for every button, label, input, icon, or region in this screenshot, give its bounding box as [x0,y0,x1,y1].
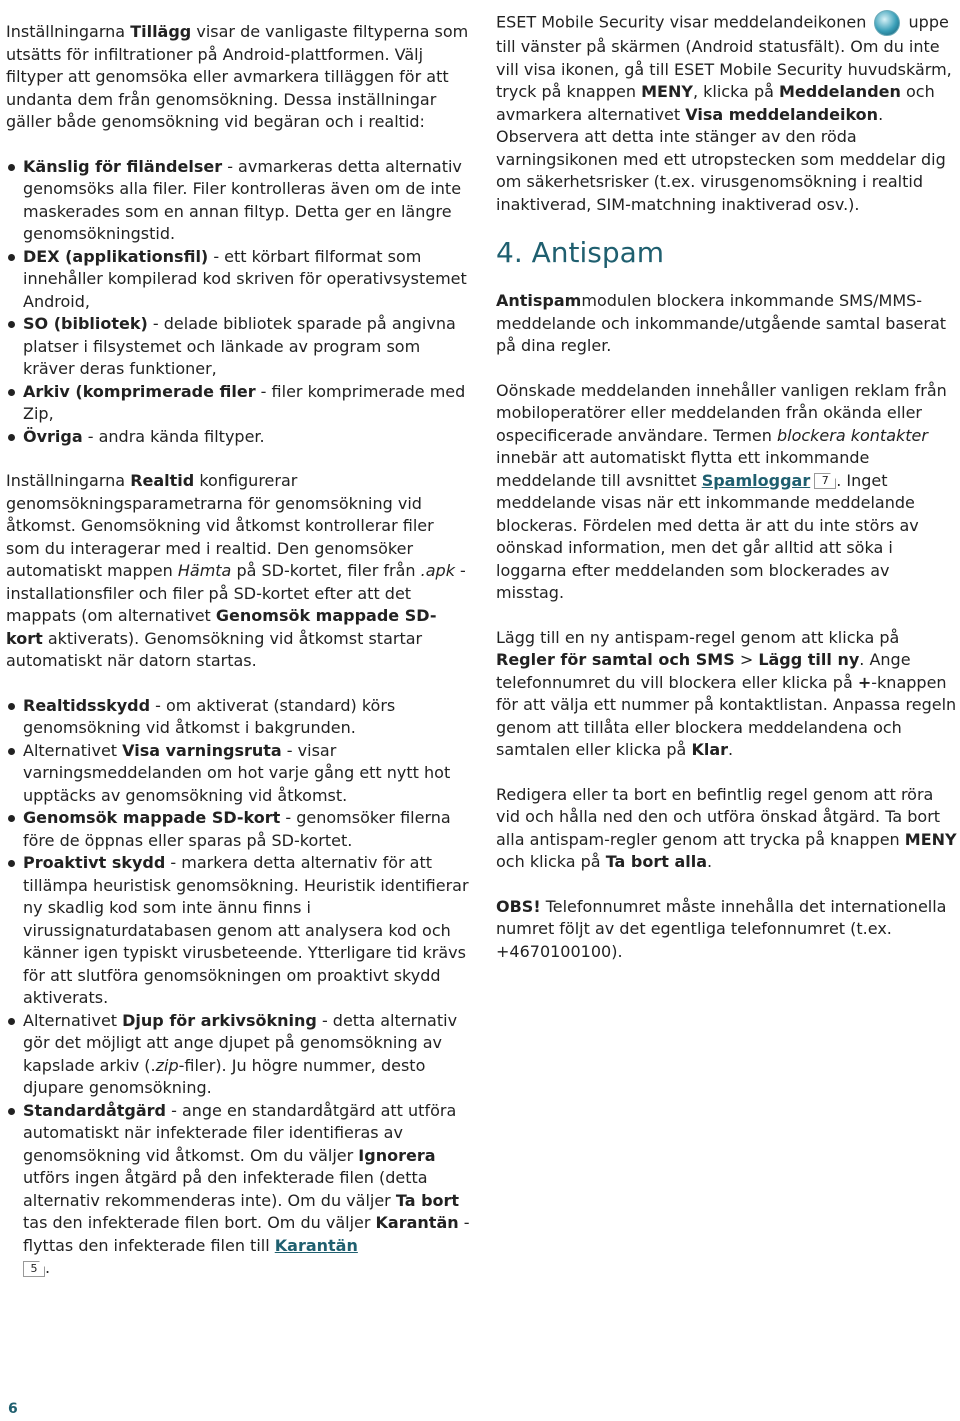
list-item [6,695,472,740]
filetypes-intro [6,21,472,134]
eset-notification-icon [874,10,900,36]
text: . Ange telefonnumret du vill blockera eller klicka på [496,650,911,692]
text: - ett körbart filformat som innehåller kompilerad kod skriven för operativsystemet Android, [23,246,467,311]
text: -installationsfiler och filer på SD-kortet efter att det mappats (om alternativet [6,561,466,625]
term: Visa meddelandeikon [685,104,879,124]
term: MENY [904,829,957,849]
text: - delade bibliotek sparade på angivna platser i filsystemet och länkade av program som kräver deras funktioner, [23,314,456,378]
text: - filer komprimerade med Zip, [23,381,466,423]
text: > [734,650,759,669]
term: Antispam [496,291,582,310]
text: Alternativet [23,1010,123,1030]
page-reference-icon[interactable] [814,473,836,489]
text: och avmarkera alternativet [496,82,935,124]
text: - andra kända filtyper. [82,426,265,446]
list-item [6,313,472,381]
text: visar de vanligaste filtyperna som utsätts för infiltrationer på Android-plattformen. Välj filtyper att genomsöka eller avmarkera tilläggen för att undanta dem från genomsökning. Dessa inställningar gäller både genomsökning vid begäran och i realtid: [6,22,469,131]
term: Meddelanden [778,82,901,101]
text: - visar varningsmeddelanden om hot varje gång ett nytt hot upptäcks av genomsökning vid åtkomst. [23,740,451,805]
spamloggar-link[interactable]: Spamloggar [701,470,811,490]
term: Arkiv (komprimerade filer [23,381,256,401]
text: konfigurerar genomsökningsparametrarna för genomsökning vid åtkomst. Genomsökning vid åtkomst kontrollerar filer som du interagerar med i realtid. Den genomsöker automatiskt mappen [6,471,434,580]
list-item [6,381,472,426]
term: Övriga [23,426,83,446]
term: Realtidsskydd [23,695,151,715]
text: . [707,852,713,871]
text: på SD-kortet, filer från [231,561,421,580]
term: Genomsök mappade SD-kort [23,808,281,827]
text: - ange en standardåtgärd att utföra automatiskt när infekterade filer identifieras av genomsökning vid åtkomst. Om du väljer [23,1100,457,1165]
term: Djup för arkivsökning [122,1010,317,1030]
list-item [6,156,472,246]
realtime-options-list [6,695,472,1280]
section-heading: 4. Antispam [496,236,665,269]
text: , klicka på [692,82,779,101]
text: Lägg till en ny antispam-regel genom att klicka på [496,627,900,647]
term: Ignorera [358,1145,436,1165]
term: Genomsök mappade SD-kort [6,606,437,648]
text: - detta alternativ gör det möjligt att ange djupet på genomsökning av kapslade arkiv (. [23,1010,458,1075]
term: MENY [641,82,693,101]
text: -filer). Ju högre nummer, desto djupare genomsökning. [23,1055,426,1097]
term: Ta bort [395,1190,460,1210]
text: - genomsöker filerna före de öppnas eller sparas på SD-kortet. [23,808,451,850]
page-ref-number: 5 [30,1261,38,1275]
text: tas den infekterade filen bort. Om du väljer [23,1213,376,1232]
notification-paragraph [496,10,960,216]
edit-rule-paragraph [496,784,960,874]
term: Visa varningsruta [122,740,282,760]
right-column [496,10,960,963]
text: - markera detta alternativ för att tillämpa heuristisk genomsökning. Heuristik identifierar ny skadlig kod som inte ännu finns i virussignaturdatabasen genom att analysera kod och känner igen typiskt virusbeteende. Ytterligare tid krävs för att slutföra genomsökningen om proaktivt skydd aktiverats. [23,853,469,1007]
text: ESET Mobile Security visar meddelandeikonen [496,12,872,32]
text: . Inget meddelande visas när ett inkommande meddelande blockeras. Fördelen med detta är att du inte störs av oönskad information, men det går alltid att söka i loggarna efter meddelanden som blockerades av misstag. [496,470,919,602]
term: Regler för samtal och SMS [496,650,735,669]
list-item [6,426,472,449]
text: uppe till vänster på skärmen (Android statusfält). Om du inte vill visa ikonen, gå till ESET Mobile Security huvudskärm, tryck på knappen [496,12,952,101]
file-extension: .apk [420,561,455,580]
text: Inställningarna [6,22,131,41]
text: - flyttas den infekterade filen till [23,1213,470,1255]
text: -knappen för att välja ett nummer på kontaktlistan. Anpassa regeln genom att tillåta eller blockera meddelandena och samtalen eller klicka på [496,672,957,759]
text: . [728,740,734,759]
term: OBS! [496,896,541,916]
text: Telefonnumret måste innehålla det internationella numret följt av det egentliga telefonnumret (t.ex. +4670100100). [496,896,947,961]
file-extension: zip [155,1055,179,1075]
term: DEX (applikationsfil) [23,246,209,266]
page-number: 6 [8,1401,18,1417]
term-italic: blockera kontakter [776,425,928,445]
term-tillagg: Tillägg [130,22,192,41]
term: Standardåtgärd [23,1100,166,1120]
page-reference-icon[interactable] [23,1261,45,1277]
list-item [6,1100,472,1280]
text: Redigera eller ta bort en befintlig regel genom att röra vid och hålla ned den och utföra önskad åtgärd. Ta bort alla antispam-regler genom att trycka på knappen [496,784,941,849]
text: och klicka på [496,852,606,871]
term: Proaktivt skydd [23,853,166,872]
karantan-link[interactable]: Karantän [274,1235,358,1255]
list-item [6,246,472,314]
text: innebär att automatiskt flytta ett inkommande meddelande till avsnittet [496,448,870,490]
term: + [857,672,872,692]
text: Inställningarna [6,471,131,490]
text: modulen blockera inkommande SMS/MMS-meddelande och inkommande/utgående samtal baserat på dina regler. [496,291,947,355]
term: Karantän [375,1213,459,1232]
add-rule-paragraph [496,627,960,762]
term-realtid: Realtid [130,471,195,490]
term: SO (bibliotek) [23,314,148,333]
text: . [45,1258,51,1277]
folder-name: Hämta [177,561,232,580]
list-item [6,807,472,852]
text: utförs ingen åtgärd på den infekterade filen (detta alternativ rekommenderas inte). Om du väljer [23,1168,428,1210]
text: Alternativet [23,740,123,760]
term: Klar [691,740,729,759]
realtime-intro [6,470,472,673]
unwanted-messages-paragraph [496,380,960,605]
page-ref-number: 7 [821,474,829,487]
text: - om aktiverat (standard) körs genomsökning vid åtkomst i bakgrunden. [23,695,396,737]
term: Ta bort alla [605,852,708,871]
left-column [6,21,472,1280]
note-paragraph [496,896,960,964]
text: - avmarkeras detta alternativ genomsöks alla filer. Filer kontrolleras även om de inte maskerades som en annan filtyp. Detta ger en längre genomsökningstid. [23,156,462,243]
text: Oönskade meddelanden innehåller vanligen reklam från mobiloperatörer eller meddelanden från okända eller ospecificerade användare. Termen [496,380,947,445]
antispam-intro [496,290,960,358]
list-item [6,1010,472,1100]
text: . Observera att detta inte stänger av den röda varningsikonen med ett utropstecken som meddelar dig om säkerhetsrisker (t.ex. virusgenomsökning i realtid inaktiverad, SIM-matchning inaktiverad osv.). [496,104,946,214]
term: Lägg till ny [758,650,860,669]
list-item [6,740,472,808]
term: Känslig för filändelser [23,156,223,176]
filetype-list [6,156,472,449]
list-item [6,852,472,1010]
text: aktiverats). Genomsökning vid åtkomst startar automatiskt när datorn startas. [6,628,423,670]
